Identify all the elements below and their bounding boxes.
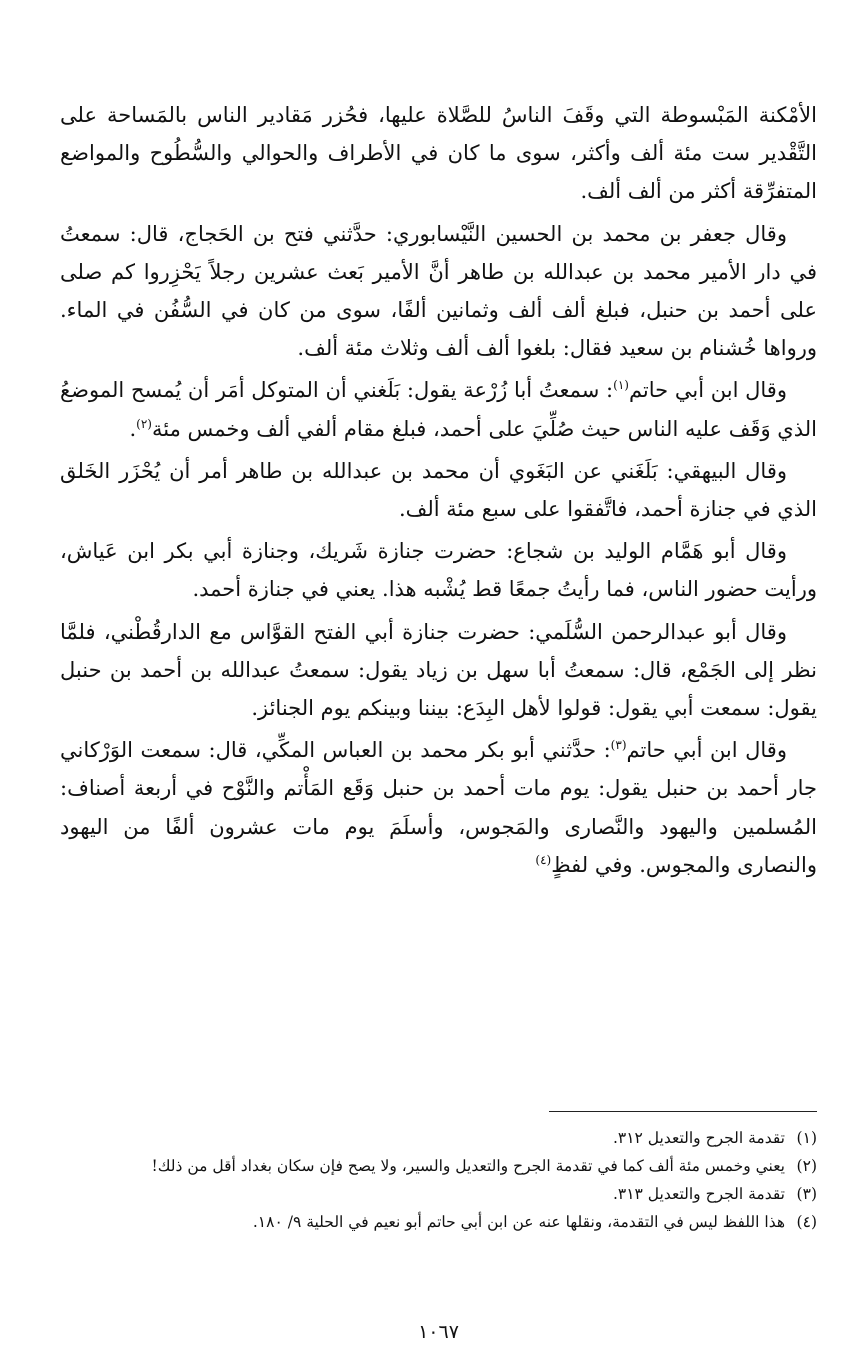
footnote-number: (٤)	[796, 1213, 817, 1231]
paragraph-text: وقال ابن أبي حاتم	[628, 378, 787, 403]
paragraph: وقال جعفر بن محمد بن الحسين النَّيْسابوري: حدَّثني فتح بن الحَجاج، قال: سمعتُ في دار الأمير محمد بن عبدالله بن طاهر أنَّ الأمير بَعث عشرين رجلاً يَحْزِروا كم صلى على أحمد بن حنبل، فبلغ ألف ألف وثمانين ألفًا، سوى من كان في السُّفُن في الماء. ورواها خُشنام بن سعيد فقال: بلغوا ألف ألف وثلاث مئة ألف.	[60, 221, 817, 361]
footnote	[60, 1126, 817, 1150]
footnote-reference: (٣)	[610, 738, 627, 753]
paragraph-text: وقال ابن أبي حاتم	[626, 738, 787, 763]
footnote-number: (٣)	[796, 1185, 817, 1203]
paragraph	[60, 371, 817, 447]
paragraph: وقال البيهقي: بَلَغَني عن البَغَوي أن محمد بن عبدالله بن طاهر أمر أن يُحْزَر الخَلق الذي في جنازة أحمد، فاتَّفقوا على سبع مئة ألف.	[60, 458, 817, 522]
paragraph-text: : حدَّثني أبو بكر محمد بن العباس المكِّي، قال: سمعت الوَرْكاني جار أحمد بن حنبل يقول: يوم مات أحمد بن حنبل وَقَع المَأْتم والنَّوْح في أربعة أصناف: المُسلمين واليهود والنَّصارى والمَجوس، وأسلَمَ يوم مات عشرون ألفًا من اليهود والنصارى والمجوس. وفي لفظٍ	[60, 738, 817, 877]
paragraph-text: .	[129, 416, 137, 441]
footnote-reference: (١)	[613, 378, 629, 393]
footnote-number: (١)	[796, 1129, 817, 1147]
footnote-text: هذا اللفظ ليس في التقدمة، ونقلها عنه عن ابن أبي حاتم أبو نعيم في الحلية ٩/ ١٨٠.	[252, 1213, 785, 1231]
footnote	[60, 1210, 817, 1234]
footnote	[60, 1182, 817, 1206]
footnote-number: (٢)	[796, 1157, 817, 1175]
footnote-divider	[549, 1111, 817, 1112]
paragraph: وقال أبو هَمَّام الوليد بن شجاع: حضرت جنازة شَريك، وجنازة أبي بكر ابن عَياش، ورأيت حضور الناس، فما رأيتُ جمعًا قط يُشْبه هذا. يعني في جنازة أحمد.	[60, 539, 817, 602]
paragraph: وقال أبو عبدالرحمن السُّلَمي: حضرت جنازة أبي الفتح القوَّاس مع الدارقُطْني، فلمَّا نظر إلى الجَمْع، قال: سمعتُ أبا سهل بن زياد يقول: سمعتُ عبدالله بن أحمد بن حنبل يقول: سمعت أبي يقول: قولوا لأهل البِدَع: بيننا وبينكم يوم الجنائز.	[60, 619, 817, 721]
footnotes	[60, 1126, 817, 1238]
footnote-text: تقدمة الجرح والتعديل ٣١٢.	[612, 1129, 785, 1147]
paragraph: الأمْكنة المَبْسوطة التي وقَفَ الناسُ للصَّلاة عليها، فحُزر مَقادير الناس بالمَساحة على التَّقْدير ست مئة ألف وأكثر، سوى ما كان في الأطراف والحوالي والسُّطُوح والمواضع المتفرِّقة أكثر من ألف ألف.	[60, 103, 817, 204]
footnote-text: يعني وخمس مئة ألف كما في تقدمة الجرح والتعديل والسير، ولا يصح فإن سكان بغداد أقل من ذلك!	[151, 1157, 785, 1175]
page-number: ١٠٦٧	[418, 1321, 459, 1343]
footnote-text: تقدمة الجرح والتعديل ٣١٣.	[612, 1185, 785, 1203]
book-page	[60, 96, 817, 1372]
footnote	[60, 1154, 817, 1178]
main-text	[60, 96, 817, 884]
footnote-reference: (٤)	[535, 852, 552, 867]
footnote-reference: (٢)	[136, 416, 152, 431]
paragraph	[60, 731, 817, 884]
paragraph-text: : سمعتُ أبا زُرْعة يقول: بَلَغني أن المتوكل أمَر أن يُمسح الموضعُ الذي وَقَف عليه الناس حيث صُلِّيَ على أحمد، فبلغ مقام ألفي ألف وخمس مئة	[60, 378, 817, 441]
